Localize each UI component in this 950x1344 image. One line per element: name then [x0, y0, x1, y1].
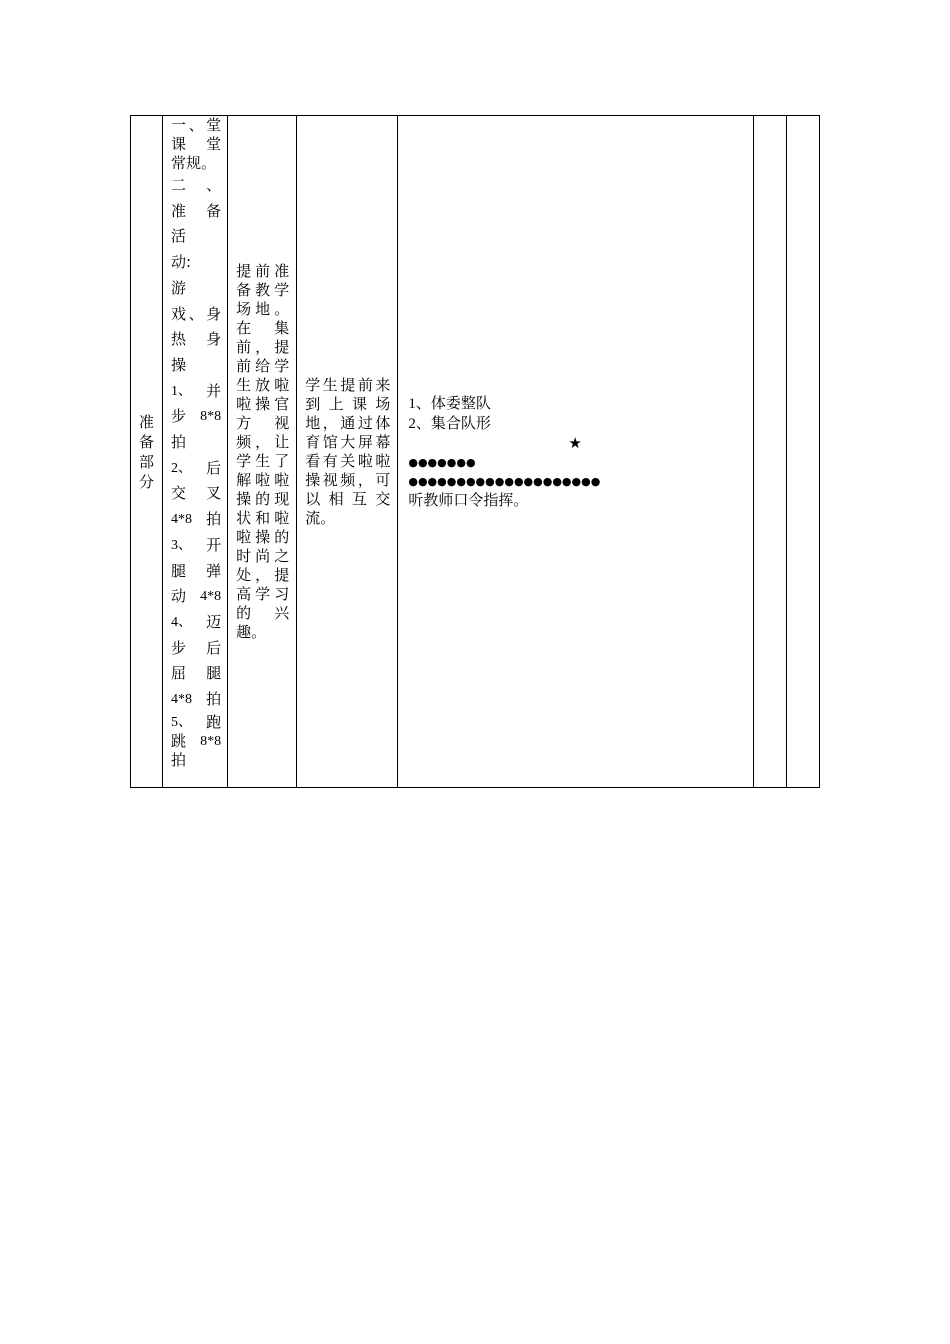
empty-cell [786, 116, 819, 788]
content-line: 热 身 [171, 330, 222, 349]
organization-line-2: 2、集合队形 [408, 413, 491, 432]
content-lines [171, 116, 221, 770]
content-line: 动 4*8 [171, 587, 222, 606]
content-line: 一 、 堂 [171, 116, 222, 134]
content-line: 4、 迈 [171, 612, 222, 631]
teacher-star-icon: ★ [568, 433, 582, 452]
content-line: 准 备 [171, 201, 222, 220]
teacher-activity-cell [228, 116, 297, 788]
organization-line-3: 听教师口令指挥。 [408, 490, 529, 509]
content-line: 拍 [171, 433, 187, 452]
content-line: 屈 腿 [171, 664, 222, 683]
lesson-plan-table [130, 115, 820, 788]
content-line: 拍 [171, 750, 187, 769]
content-line: 1、 并 [171, 381, 222, 400]
content-line: 课 堂 [171, 135, 222, 153]
content-line: 步 8*8 [171, 407, 222, 426]
content-line: 交 叉 [171, 484, 222, 503]
content-line: 常规。 [171, 154, 217, 172]
content-line: 3、 开 [171, 535, 222, 554]
content-line: 5、 跑 [171, 712, 222, 731]
content-line: 步 后 [171, 638, 222, 657]
student-dots-row-1: ●●●●●●● [408, 455, 476, 469]
content-line: 游 [171, 278, 187, 297]
content-line: 二 、 [171, 176, 222, 194]
content-line: 动: [171, 253, 192, 272]
content-line: 戏 、 身 [171, 304, 222, 323]
content-cell [163, 116, 228, 788]
content-line: 4*8 拍 [171, 510, 222, 529]
content-line: 腿 弹 [171, 561, 222, 580]
section-label: 准备部分 [139, 412, 155, 491]
section-label-cell [131, 116, 163, 788]
teacher-activity-text: 提前准备教学场地。在集前，提前给学生放啦啦操官方视频，让学生了解啦啦操的现状和啦啦操的时尚之处，提高学习的兴趣。 [236, 261, 290, 641]
organization-line-1: 1、体委整队 [408, 393, 491, 412]
empty-cell [753, 116, 786, 788]
content-line: 活 [171, 227, 187, 246]
content-line: 4*8 拍 [171, 690, 222, 709]
content-line: 2、 后 [171, 458, 222, 477]
organization-cell [398, 116, 754, 788]
student-dots-row-2: ●●●●●●●●●●●●●●●●●●●● [408, 474, 601, 488]
content-line: 操 [171, 355, 187, 374]
table-row [131, 116, 820, 788]
student-activity-cell [297, 116, 398, 788]
student-activity-text: 学生提前来到上课场地，通过体育馆大屏幕看有关啦啦操视频，可以相互交流。 [305, 375, 391, 527]
content-line: 跳 8*8 [171, 731, 222, 750]
